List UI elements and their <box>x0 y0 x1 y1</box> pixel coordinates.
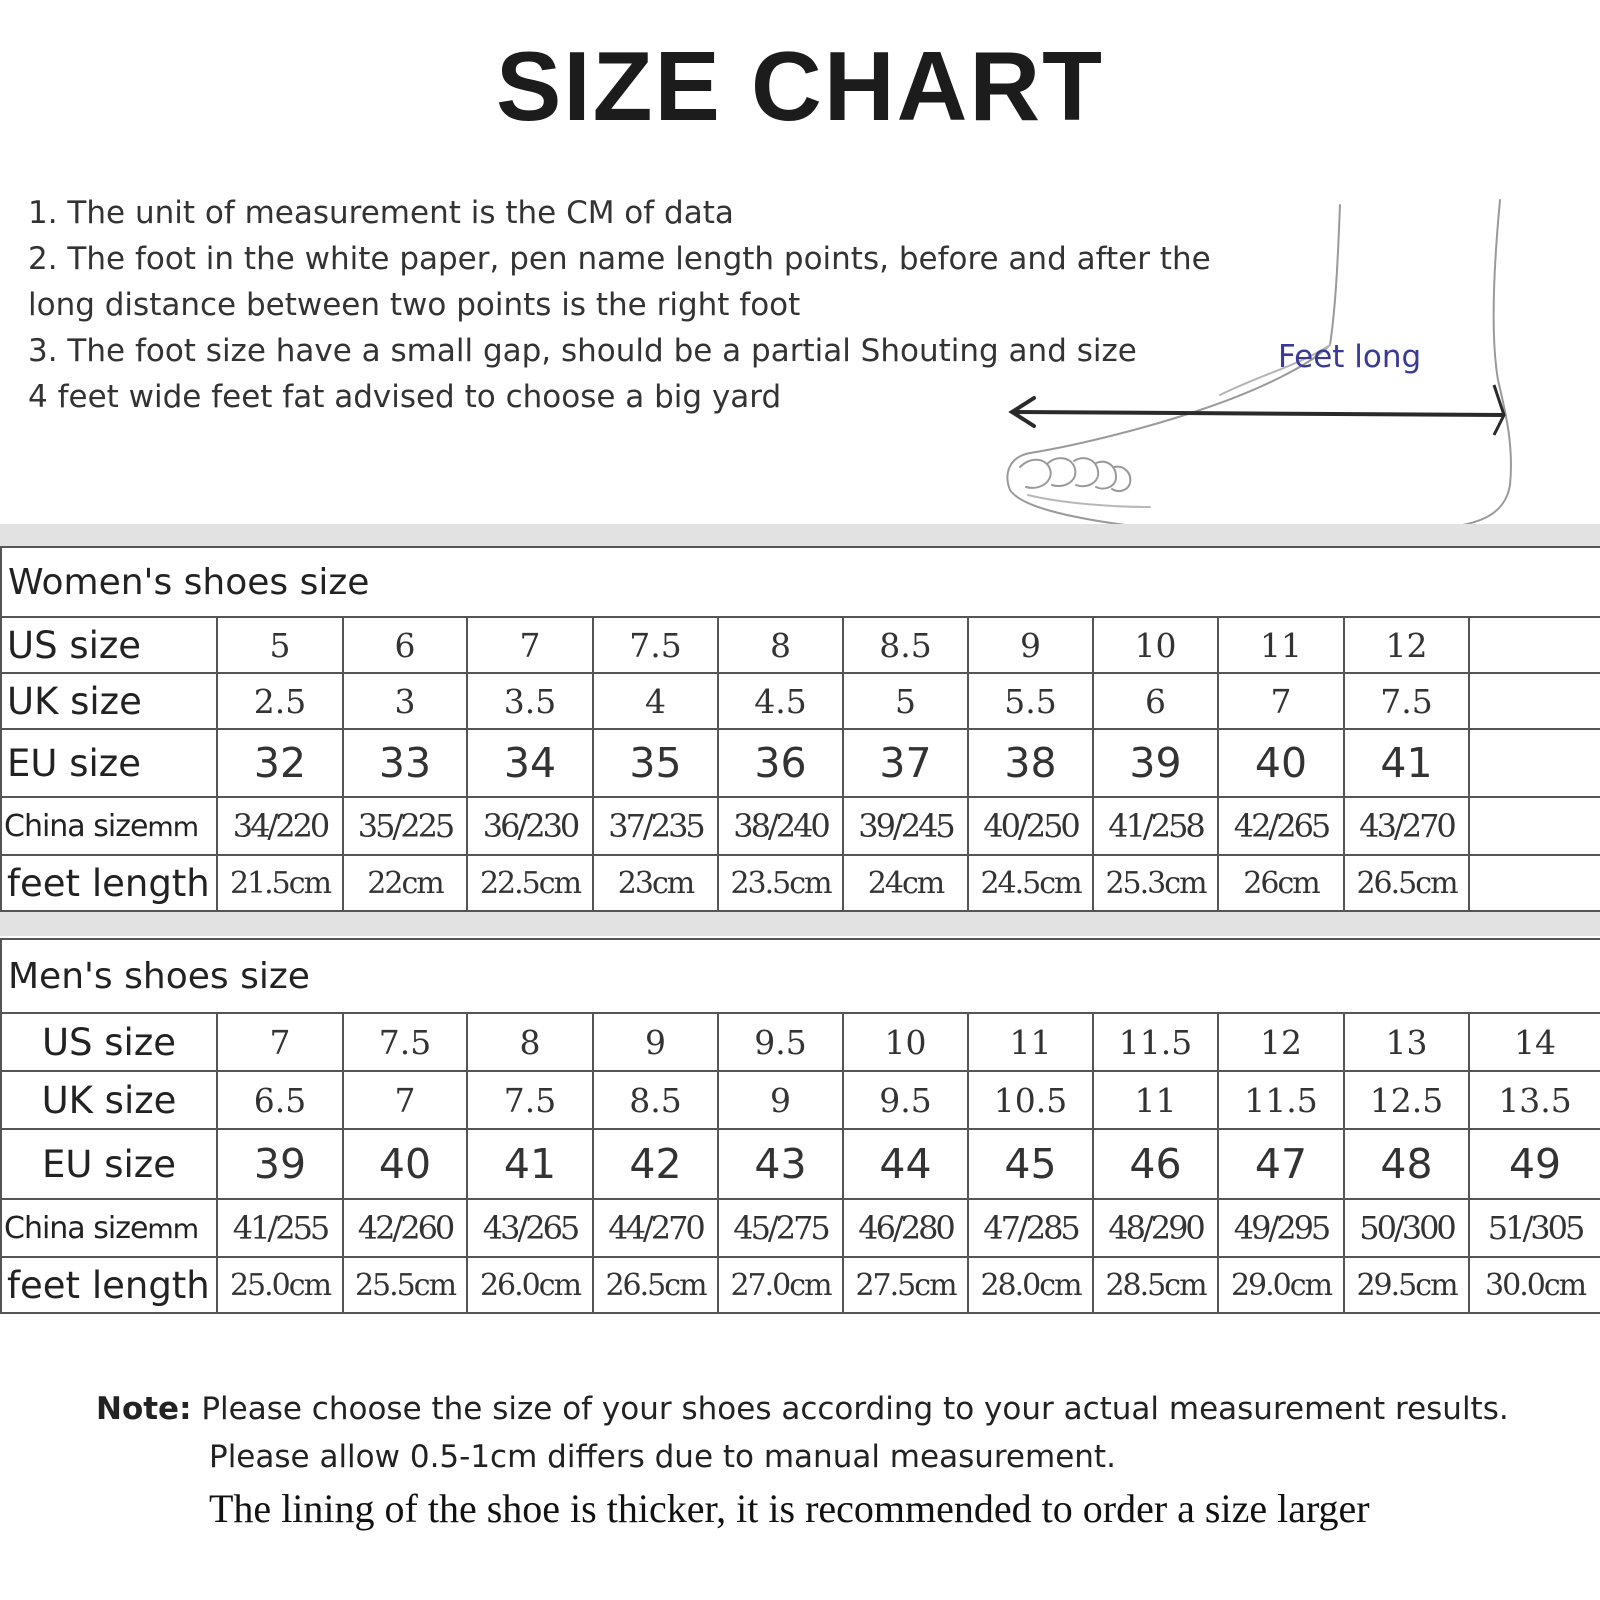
unit-label: mm <box>147 811 199 843</box>
table-cell: 51/305 <box>1469 1199 1600 1257</box>
row-label-china <box>1 797 217 855</box>
table-cell: 5 <box>217 617 343 673</box>
note-line: Please allow 0.5-1cm differs due to manual measurement. <box>209 1439 1116 1475</box>
table-cell: 33 <box>343 729 467 797</box>
table-cell: 9 <box>968 617 1093 673</box>
women-table-heading: Women's shoes size <box>1 547 1600 617</box>
table-cell: 12 <box>1344 617 1469 673</box>
table-row <box>1 1129 1600 1199</box>
note-section <box>96 1385 1576 1537</box>
table-cell: 28.5cm <box>1093 1257 1218 1313</box>
table-cell: 25.0cm <box>217 1257 343 1313</box>
china-size-label: China size <box>4 1210 148 1246</box>
table-cell: 7.5 <box>467 1071 593 1129</box>
china-size-label: China size <box>4 808 148 844</box>
instruction-line: long distance between two points is the right foot <box>28 287 801 323</box>
table-cell: 43 <box>718 1129 843 1199</box>
table-cell: 10 <box>843 1013 968 1071</box>
table-cell: 28.0cm <box>968 1257 1093 1313</box>
men-table-heading: Men's shoes size <box>1 939 1600 1013</box>
table-cell: 21.5cm <box>217 855 343 911</box>
foot-measurement-diagram <box>1000 195 1560 555</box>
table-cell: 26.5cm <box>1344 855 1469 911</box>
table-cell: 40 <box>343 1129 467 1199</box>
table-cell: 38/240 <box>718 797 843 855</box>
table-cell: 2.5 <box>217 673 343 729</box>
table-cell: 11 <box>968 1013 1093 1071</box>
row-label-uk: UK size <box>1 1071 217 1129</box>
table-cell: 11 <box>1218 617 1344 673</box>
instruction-line: 1. The unit of measurement is the CM of data <box>28 195 734 231</box>
table-cell: 27.0cm <box>718 1257 843 1313</box>
table-cell <box>1469 729 1600 797</box>
table-cell: 24cm <box>843 855 968 911</box>
table-cell: 44/270 <box>593 1199 718 1257</box>
table-cell: 4 <box>593 673 718 729</box>
table-cell: 39 <box>217 1129 343 1199</box>
table-cell: 6.5 <box>217 1071 343 1129</box>
table-cell: 9 <box>718 1071 843 1129</box>
table-cell: 11 <box>1093 1071 1218 1129</box>
table-cell: 3 <box>343 673 467 729</box>
table-cell: 42/260 <box>343 1199 467 1257</box>
table-cell: 46 <box>1093 1129 1218 1199</box>
table-cell: 37/235 <box>593 797 718 855</box>
table-cell: 47 <box>1218 1129 1344 1199</box>
table-cell: 37 <box>843 729 968 797</box>
table-cell: 13.5 <box>1469 1071 1600 1129</box>
table-cell: 40/250 <box>968 797 1093 855</box>
table-cell: 25.3cm <box>1093 855 1218 911</box>
table-cell: 46/280 <box>843 1199 968 1257</box>
table-cell: 36/230 <box>467 797 593 855</box>
table-row <box>1 855 1600 911</box>
row-label-length: feet length <box>1 855 217 911</box>
table-cell: 7 <box>467 617 593 673</box>
row-label-eu: EU size <box>1 1129 217 1199</box>
table-cell: 6 <box>1093 673 1218 729</box>
women-size-table <box>0 546 1600 912</box>
table-cell: 48 <box>1344 1129 1469 1199</box>
table-cell: 36 <box>718 729 843 797</box>
instruction-line: 4 feet wide feet fat advised to choose a big yard <box>28 379 782 415</box>
table-cell: 41 <box>1344 729 1469 797</box>
table-cell: 42/265 <box>1218 797 1344 855</box>
table-cell: 41/255 <box>217 1199 343 1257</box>
instruction-line: 3. The foot size have a small gap, should be a partial Shouting and size <box>28 333 1137 369</box>
table-cell: 45/275 <box>718 1199 843 1257</box>
table-cell: 41/258 <box>1093 797 1218 855</box>
row-label-us: US size <box>1 1013 217 1071</box>
table-row <box>1 1013 1600 1071</box>
table-cell: 42 <box>593 1129 718 1199</box>
table-divider <box>0 524 1600 546</box>
table-cell: 23.5cm <box>718 855 843 911</box>
row-label-eu: EU size <box>1 729 217 797</box>
table-cell: 48/290 <box>1093 1199 1218 1257</box>
table-cell: 23cm <box>593 855 718 911</box>
table-cell: 4.5 <box>718 673 843 729</box>
table-cell: 25.5cm <box>343 1257 467 1313</box>
row-label-uk: UK size <box>1 673 217 729</box>
table-cell: 12 <box>1218 1013 1344 1071</box>
table-cell <box>1469 797 1600 855</box>
table-cell: 26cm <box>1218 855 1344 911</box>
table-cell: 41 <box>467 1129 593 1199</box>
table-cell: 7.5 <box>1344 673 1469 729</box>
table-cell: 44 <box>843 1129 968 1199</box>
table-cell: 10.5 <box>968 1071 1093 1129</box>
table-cell: 6 <box>343 617 467 673</box>
table-cell: 14 <box>1469 1013 1600 1071</box>
table-cell: 10 <box>1093 617 1218 673</box>
table-row <box>1 797 1600 855</box>
instruction-line: 2. The foot in the white paper, pen name length points, before and after the <box>28 241 1211 277</box>
table-cell <box>1469 673 1600 729</box>
page-title: SIZE CHART <box>496 31 1104 141</box>
table-cell: 13 <box>1344 1013 1469 1071</box>
table-cell: 47/285 <box>968 1199 1093 1257</box>
table-cell: 8.5 <box>593 1071 718 1129</box>
table-cell: 39 <box>1093 729 1218 797</box>
table-cell: 35 <box>593 729 718 797</box>
table-cell: 24.5cm <box>968 855 1093 911</box>
table-cell: 30.0cm <box>1469 1257 1600 1313</box>
table-cell: 8 <box>467 1013 593 1071</box>
table-cell: 7 <box>343 1071 467 1129</box>
table-cell: 5 <box>843 673 968 729</box>
table-cell: 39/245 <box>843 797 968 855</box>
table-cell: 12.5 <box>1344 1071 1469 1129</box>
table-cell: 43/265 <box>467 1199 593 1257</box>
table-row <box>1 673 1600 729</box>
table-cell: 11.5 <box>1093 1013 1218 1071</box>
unit-label: mm <box>147 1213 199 1245</box>
table-cell: 29.5cm <box>1344 1257 1469 1313</box>
table-cell: 22.5cm <box>467 855 593 911</box>
table-row <box>1 1199 1600 1257</box>
men-size-table <box>0 938 1600 1314</box>
table-cell: 11.5 <box>1218 1071 1344 1129</box>
table-cell: 34/220 <box>217 797 343 855</box>
row-label-length: feet length <box>1 1257 217 1313</box>
table-cell: 9 <box>593 1013 718 1071</box>
row-label-china <box>1 1199 217 1257</box>
table-cell: 7 <box>1218 673 1344 729</box>
table-cell: 26.0cm <box>467 1257 593 1313</box>
table-cell: 7.5 <box>593 617 718 673</box>
feet-long-label: Feet long <box>1278 339 1422 375</box>
table-cell: 38 <box>968 729 1093 797</box>
table-cell: 7.5 <box>343 1013 467 1071</box>
table-cell: 9.5 <box>718 1013 843 1071</box>
table-cell <box>1469 617 1600 673</box>
table-cell: 49/295 <box>1218 1199 1344 1257</box>
table-cell: 22cm <box>343 855 467 911</box>
table-cell: 7 <box>217 1013 343 1071</box>
table-row <box>1 729 1600 797</box>
table-cell: 50/300 <box>1344 1199 1469 1257</box>
table-cell: 3.5 <box>467 673 593 729</box>
table-cell: 8 <box>718 617 843 673</box>
note-line: The lining of the shoe is thicker, it is recommended to order a size larger <box>209 1486 1370 1531</box>
table-row <box>1 1071 1600 1129</box>
table-cell: 34 <box>467 729 593 797</box>
note-line: Please choose the size of your shoes according to your actual measurement results. <box>201 1391 1509 1427</box>
note-label: Note: <box>96 1391 192 1427</box>
table-cell: 45 <box>968 1129 1093 1199</box>
table-cell: 9.5 <box>843 1071 968 1129</box>
table-cell: 26.5cm <box>593 1257 718 1313</box>
table-cell: 35/225 <box>343 797 467 855</box>
table-cell: 5.5 <box>968 673 1093 729</box>
table-row <box>1 617 1600 673</box>
table-divider <box>0 912 1600 936</box>
table-cell: 49 <box>1469 1129 1600 1199</box>
foot-sketch-icon <box>1000 195 1560 555</box>
row-label-us: US size <box>1 617 217 673</box>
table-row <box>1 1257 1600 1313</box>
table-cell: 40 <box>1218 729 1344 797</box>
table-cell <box>1469 855 1600 911</box>
table-cell: 27.5cm <box>843 1257 968 1313</box>
table-cell: 43/270 <box>1344 797 1469 855</box>
table-cell: 8.5 <box>843 617 968 673</box>
table-cell: 29.0cm <box>1218 1257 1344 1313</box>
table-cell: 32 <box>217 729 343 797</box>
